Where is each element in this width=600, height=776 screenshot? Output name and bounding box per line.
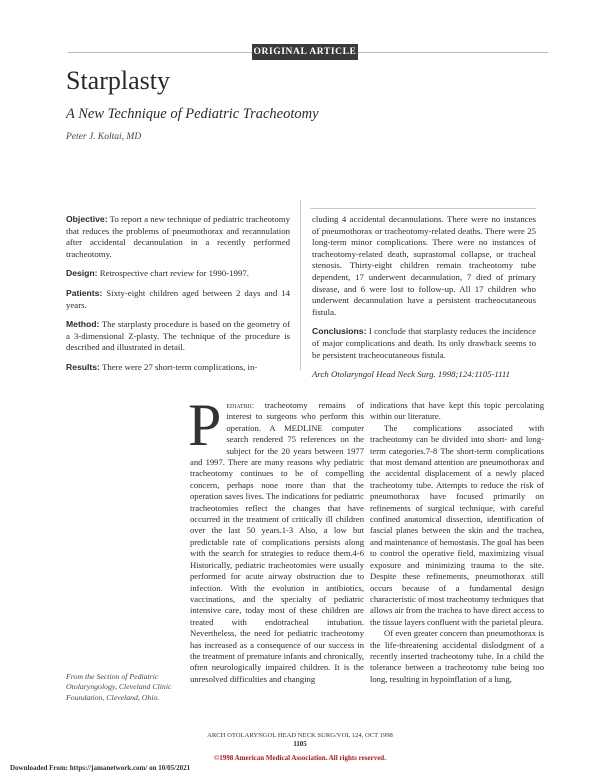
- page-number: 1105: [293, 741, 307, 748]
- author-name: Peter J. Koltai, MD: [66, 132, 142, 142]
- body-right-p3: Of even greater concern than pneumothorax is the life-threatening accidental dislodgment of a recently inserted tracheotomy tube. In a child the tolerance between a tracheotomy tube being too long, resulting in hypoinflation of a lung,: [370, 628, 544, 684]
- conclusions-heading: Conclusions:: [312, 326, 367, 337]
- design-heading: Design:: [66, 268, 98, 279]
- article-title: Starplasty: [66, 66, 170, 95]
- copyright-line: ©1998 American Medical Association. All rights reserved.: [214, 754, 386, 762]
- results-continued: cluding 4 accidental decannulations. There were no instances of pneumothorax or tracheotomy-related deaths. There were 25 long-term minor complications. There were no instances of tracheotomy-related death, suprastomal collapse, or tracheal stenosis. Thirty-eight children remain tracheotomy tube dependent, 17 underwent decannulation, 7 died of primary disease, and 6 were lost to follow-up. All 17 children who underwent decannulation have a persistent tracheocutaneous fistula.: [312, 214, 536, 317]
- method-heading: Method:: [66, 319, 100, 330]
- citation: Arch Otolaryngol Head Neck Surg. 1998;124:1105-1111: [312, 369, 511, 380]
- abstract-right-column: [312, 214, 536, 389]
- abstract-divider: [300, 200, 301, 370]
- abstract-patients: [66, 288, 290, 311]
- download-stamp: Downloaded From: https://jamanetwork.com/ on 10/05/2021: [10, 764, 191, 772]
- method-text: The starplasty procedure is based on the geometry of a 3-dimensional Z-plasty. The technique of the procedure is described and illustrated in detail.: [66, 319, 290, 353]
- article-subtitle: A New Technique of Pediatric Tracheotomy: [66, 106, 319, 122]
- journal-footer: ARCH OTOLARYNGOL HEAD NECK SURG/VOL 124, OCT 1998: [207, 732, 393, 739]
- conclusions-text: I conclude that starplasty reduces the incidence of major complications and death. Its only drawback seems to be persistent tracheocutaneous fistula.: [312, 326, 537, 360]
- drop-cap: P: [188, 392, 222, 458]
- objective-text: To report a new technique of pediatric tracheotomy that reduces the problems of pneumothorax and recannulation after accidental decannulation in a recently performed tracheotomy.: [66, 214, 290, 259]
- body-right-p1: indications that have kept this topic percolating within our literature.: [370, 400, 544, 422]
- author-affiliation: From the Section of Pediatric Otolaryngology, Cleveland Clinic Foundation, Cleveland, Ohio.: [66, 672, 172, 702]
- abstract-results: [66, 362, 290, 374]
- body-right-column: [370, 400, 544, 685]
- patients-text: Sixty-eight children aged between 2 days and 14 years.: [66, 287, 290, 310]
- patients-heading: Patients:: [66, 287, 103, 298]
- section-label: ORIGINAL ARTICLE: [252, 44, 358, 60]
- results-heading: Results:: [66, 361, 100, 372]
- abstract-objective: [66, 214, 290, 260]
- body-right-p2: The complications associated with tracheotomy can be divided into short- and long-term categories.7-8 The short-term complications that most demand attention are pneumothorax and the accidental displacement of a newly placed tracheotomy tube. Attempts to reduce the risk of pneumothorax have focused primarily on refinements of surgical technique, with careful confined anatomical dissection, identification of fascial planes between the skin and the trachea, and maintenance of hemostasis. The goal has been to control the operative field, maximizing visual exposure and minimizing trauma to the site. Despite these refinements, pneumothorax still occurs because of a fundamental design characteristic of most tracheotomy techniques that allows air from the trachea to have direct access to the tissue layers confluent with the parietal pleura.: [370, 422, 544, 627]
- body-left-text: tracheotomy remains of interest to surgeons who perform this operation. A MEDLINE computer search rendered 75 references on the subject for the 20 years between 1977 and 1997. There are many reasons why pediatric tracheotomy continues to be of compelling concern, perhaps none more than that the operation saves lives. The indications for pediatric tracheotomies reflect the changes that have occurred in the treatment of critically ill children over the last 50 years.1-3 Also, a low but predictable rate of complications persists along with the search for strategies to reduce them.4-6 Historically, pediatric tracheotomies were usually performed for acute airway obstruction due to infection. With the evolution in antibiotics, vaccinations, and the specialty of pediatric intensive care, today most of these children are treated with endotracheal intubation. Nevertheless, the need for pediatric tracheotomy has increased as a consequence of our success in the treatment of premature infants and chronically, often neurologically impaired children. It is the unresolved difficulties and changing: [190, 400, 364, 684]
- body-intro-paragraph: [188, 392, 364, 685]
- design-text: Retrospective chart review for 1990-1997.: [99, 268, 249, 279]
- results-text-a: There were 27 short-term complications, in-: [101, 361, 258, 372]
- abstract-method: [66, 319, 290, 354]
- abstract-conclusions: [312, 326, 536, 361]
- lead-smallcaps: ediatric: [226, 400, 254, 410]
- objective-heading: Objective:: [66, 214, 108, 224]
- abstract-left-column: [66, 214, 290, 382]
- body-left-column: [188, 392, 364, 685]
- abstract-top-rule: [310, 208, 536, 209]
- abstract-design: [66, 268, 290, 280]
